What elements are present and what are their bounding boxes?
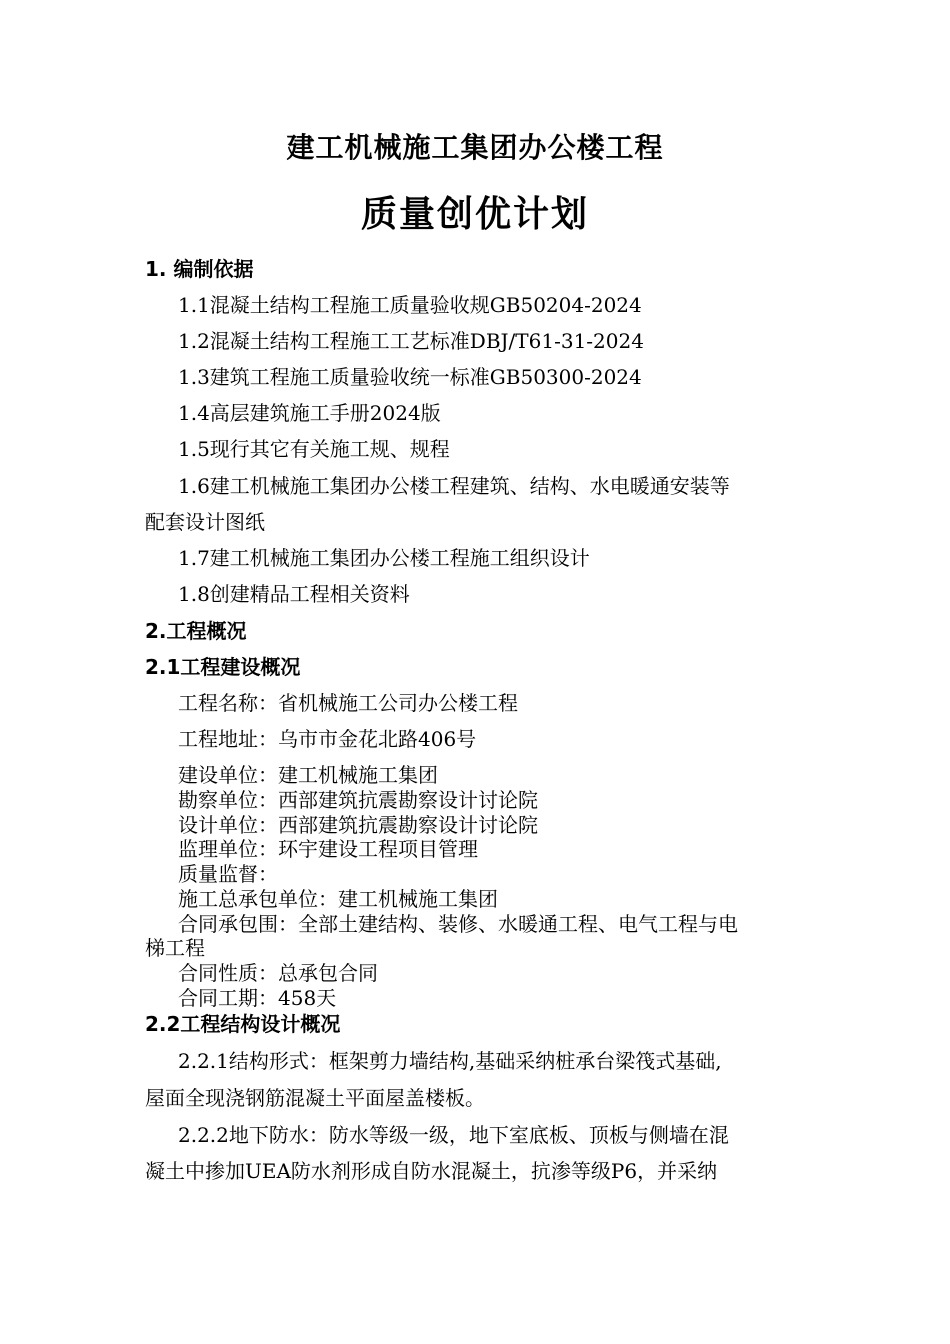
overview-line: 合同性质：总承包合同 — [178, 961, 378, 985]
section-2-1-heading: 2.1工程建设概况 — [145, 655, 301, 679]
overview-line: 勘察单位：西部建筑抗震勘察设计讨论院 — [178, 788, 538, 812]
structure-line: 2.2.1结构形式：框架剪力墙结构,基础采纳桩承台梁筏式基础, — [178, 1049, 722, 1073]
section-1-heading: 1. 编制依据 — [145, 257, 254, 281]
basis-item: 1.5现行其它有关施工规、规程 — [178, 437, 450, 461]
document-title: 建工机械施工集团办公楼工程 — [286, 131, 664, 164]
basis-item: 1.2混凝土结构工程施工工艺标准DBJ/T61-31-2024 — [178, 329, 644, 353]
section-2-2-heading: 2.2工程结构设计概况 — [145, 1012, 341, 1036]
section-2-heading: 2.工程概况 — [145, 619, 247, 643]
overview-line: 合同承包围：全部土建结构、装修、水暖通工程、电气工程与电 — [178, 912, 738, 936]
overview-line: 工程地址：乌市市金花北路406号 — [178, 727, 477, 751]
overview-line: 设计单位：西部建筑抗震勘察设计讨论院 — [178, 813, 538, 837]
structure-line-continuation: 屋面全现浇钢筋混凝土平面屋盖楼板。 — [145, 1086, 485, 1110]
overview-line: 工程名称：省机械施工公司办公楼工程 — [178, 691, 518, 715]
basis-item: 1.6建工机械施工集团办公楼工程建筑、结构、水电暖通安装等 — [178, 474, 730, 498]
structure-line-continuation: 凝土中掺加UEA防水剂形成自防水混凝土，抗渗等级P6，并采纳 — [145, 1159, 718, 1183]
overview-line-continuation: 梯工程 — [145, 936, 205, 960]
overview-line: 合同工期：458天 — [178, 986, 337, 1010]
basis-item: 1.3建筑工程施工质量验收统一标准GB50300-2024 — [178, 365, 642, 389]
overview-line: 施工总承包单位：建工机械施工集团 — [178, 887, 498, 911]
basis-item: 1.1混凝土结构工程施工质量验收规GB50204-2024 — [178, 293, 642, 317]
overview-line: 质量监督： — [178, 862, 278, 886]
overview-line: 监理单位：环宇建设工程项目管理 — [178, 837, 478, 861]
basis-item: 1.7建工机械施工集团办公楼工程施工组织设计 — [178, 546, 590, 570]
structure-line: 2.2.2地下防水：防水等级一级，地下室底板、顶板与侧墙在混 — [178, 1123, 729, 1147]
basis-item: 1.4高层建筑施工手册2024版 — [178, 401, 441, 425]
basis-item-continuation: 配套设计图纸 — [145, 510, 265, 534]
document-subtitle: 质量创优计划 — [360, 194, 589, 235]
overview-line: 建设单位：建工机械施工集团 — [178, 763, 438, 787]
basis-item: 1.8创建精品工程相关资料 — [178, 582, 410, 606]
